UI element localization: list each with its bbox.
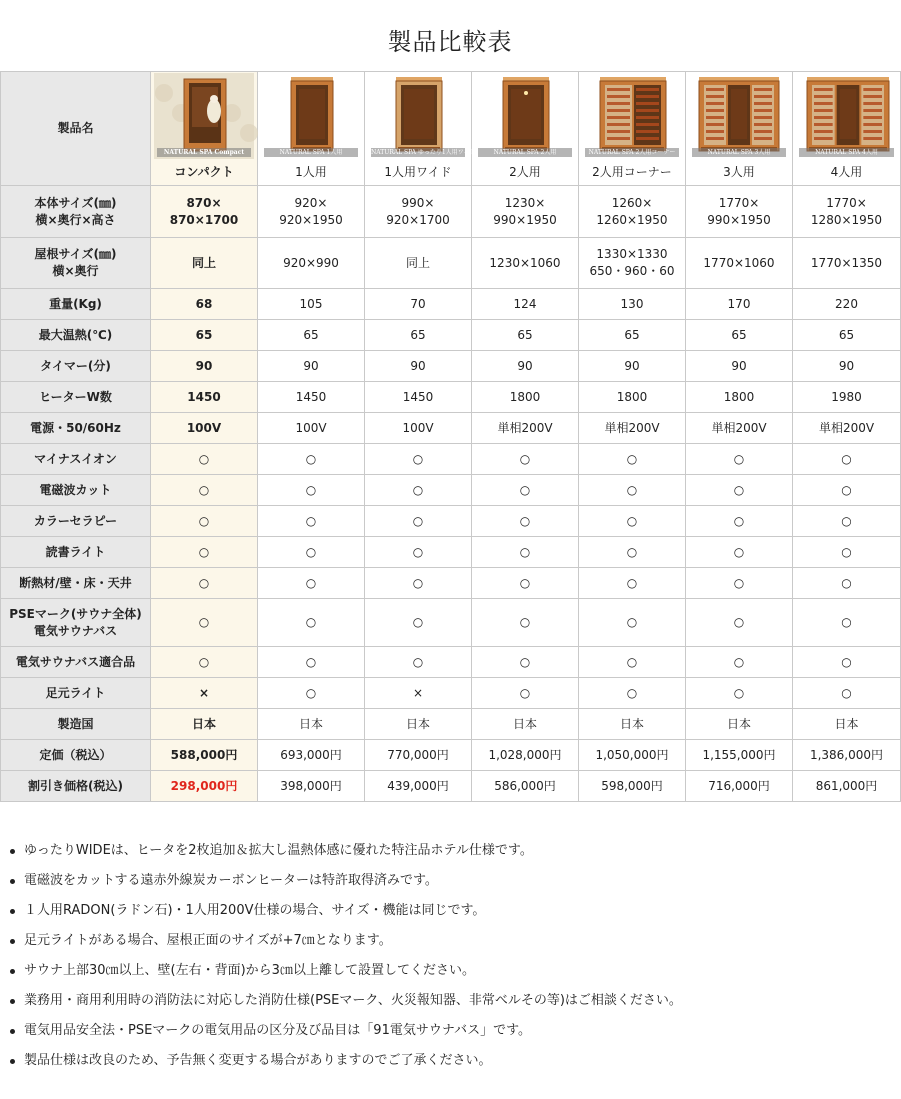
table-cell: 日本 <box>365 709 472 740</box>
row-label: 断熱材/壁・床・天井 <box>1 568 151 599</box>
table-cell: 100V <box>365 413 472 444</box>
table-cell: ○ <box>686 444 793 475</box>
table-cell: ○ <box>686 568 793 599</box>
table-cell: 1770× 1280×1950 <box>793 186 901 238</box>
table-row <box>1 599 901 647</box>
product-image <box>579 73 685 159</box>
table-cell: ○ <box>472 599 579 647</box>
table-row <box>1 289 901 320</box>
table-row <box>1 709 901 740</box>
notes-list <box>0 836 896 1076</box>
table-cell: 1800 <box>579 382 686 413</box>
table-cell: 1770× 990×1950 <box>686 186 793 238</box>
table-cell: 90 <box>151 351 258 382</box>
table-cell: 1450 <box>151 382 258 413</box>
product-name: 1人用ワイド <box>384 164 452 179</box>
table-cell: ○ <box>579 444 686 475</box>
table-cell: ○ <box>151 475 258 506</box>
table-row <box>1 72 901 186</box>
table-cell: ○ <box>579 647 686 678</box>
product-cell <box>258 72 365 186</box>
table-cell: 日本 <box>686 709 793 740</box>
row-label: 割引き価格(税込) <box>1 771 151 802</box>
table-cell: 1770×1060 <box>686 238 793 289</box>
product-caption: NATURAL SPA 4人用 <box>799 148 894 157</box>
table-cell: 298,000円 <box>151 771 258 802</box>
table-row <box>1 568 901 599</box>
table-cell: 870× 870×1700 <box>151 186 258 238</box>
table-cell: 1450 <box>365 382 472 413</box>
row-label: 製品名 <box>1 72 151 186</box>
table-cell: 単相200V <box>686 413 793 444</box>
table-cell: 1800 <box>472 382 579 413</box>
table-cell: 1,050,000円 <box>579 740 686 771</box>
table-cell: 170 <box>686 289 793 320</box>
product-cell <box>793 72 901 186</box>
table-cell: ○ <box>365 475 472 506</box>
table-cell: 70 <box>365 289 472 320</box>
table-cell: ○ <box>793 475 901 506</box>
note-item: 足元ライトがある場合、屋根正面のサイズが+7㎝となります。 <box>6 926 896 956</box>
table-cell: 693,000円 <box>258 740 365 771</box>
table-cell: 1260× 1260×1950 <box>579 186 686 238</box>
table-cell: ○ <box>579 568 686 599</box>
table-cell: 90 <box>686 351 793 382</box>
table-row <box>1 238 901 289</box>
table-cell: ○ <box>686 647 793 678</box>
table-cell: ○ <box>793 599 901 647</box>
product-name: 2人用コーナー <box>592 164 672 179</box>
table-row <box>1 771 901 802</box>
table-row <box>1 351 901 382</box>
table-cell: ○ <box>472 647 579 678</box>
table-cell: ○ <box>793 444 901 475</box>
table-row <box>1 413 901 444</box>
note-item: １人用RADON(ラドン石)・1人用200V仕様の場合、サイズ・機能は同じです。 <box>6 896 896 926</box>
table-cell: ○ <box>579 678 686 709</box>
product-caption: NATURAL SPA Compact <box>157 148 251 157</box>
table-cell: 124 <box>472 289 579 320</box>
table-cell: 65 <box>686 320 793 351</box>
table-cell: ○ <box>686 678 793 709</box>
table-cell: ○ <box>472 506 579 537</box>
table-cell: ○ <box>151 444 258 475</box>
table-cell: 100V <box>258 413 365 444</box>
table-cell: 220 <box>793 289 901 320</box>
table-cell: 日本 <box>151 709 258 740</box>
row-label: タイマー(分) <box>1 351 151 382</box>
table-cell: 90 <box>258 351 365 382</box>
table-cell: ○ <box>472 537 579 568</box>
table-cell: ○ <box>151 537 258 568</box>
row-label: 電源・50/60Hz <box>1 413 151 444</box>
table-cell: 同上 <box>151 238 258 289</box>
row-label: マイナスイオン <box>1 444 151 475</box>
table-cell: ○ <box>472 475 579 506</box>
note-item: サウナ上部30㎝以上、壁(左右・背面)から3㎝以上離して設置してください。 <box>6 956 896 986</box>
table-cell: 1,155,000円 <box>686 740 793 771</box>
table-cell: 90 <box>793 351 901 382</box>
table-cell: 100V <box>151 413 258 444</box>
table-cell: 105 <box>258 289 365 320</box>
table-cell: ○ <box>151 599 258 647</box>
product-caption: NATURAL SPA 1人用 <box>264 148 358 157</box>
comparison-table <box>0 71 901 802</box>
product-name: 4人用 <box>830 164 863 179</box>
note-item: 業務用・商用利用時の消防法に対応した消防仕様(PSEマーク、火災報知器、非常ベルその等)はご相談ください。 <box>6 986 896 1016</box>
table-cell: ○ <box>686 506 793 537</box>
table-cell: ○ <box>793 537 901 568</box>
table-cell: ○ <box>258 444 365 475</box>
product-cell <box>579 72 686 186</box>
table-cell: ○ <box>686 537 793 568</box>
table-cell: ○ <box>579 506 686 537</box>
table-row <box>1 537 901 568</box>
product-image <box>472 73 578 159</box>
product-caption: NATURAL SPA 2人用 <box>478 148 572 157</box>
note-item: 電磁波をカットする遠赤外線炭カーボンヒーターは特許取得済みです。 <box>6 866 896 896</box>
table-cell: 1800 <box>686 382 793 413</box>
table-cell: ○ <box>579 599 686 647</box>
table-cell: 130 <box>579 289 686 320</box>
product-caption: NATURAL SPA ゆったり1人用ワイド <box>371 148 476 156</box>
table-cell: ○ <box>258 678 365 709</box>
table-cell: ○ <box>686 475 793 506</box>
row-label: 読書ライト <box>1 537 151 568</box>
product-image <box>686 73 792 159</box>
table-cell: ○ <box>258 537 365 568</box>
table-cell: 単相200V <box>579 413 686 444</box>
table-cell: ○ <box>365 568 472 599</box>
table-cell: ○ <box>472 568 579 599</box>
row-label: 製造国 <box>1 709 151 740</box>
table-cell: ○ <box>258 568 365 599</box>
table-cell: ○ <box>793 568 901 599</box>
table-cell: 90 <box>472 351 579 382</box>
table-cell: ○ <box>365 647 472 678</box>
product-name: 2人用 <box>509 164 541 179</box>
row-label: PSEマーク(サウナ全体) 電気サウナバス <box>1 599 151 647</box>
product-image <box>365 73 476 159</box>
product-caption: NATURAL SPA 2人用コーナー <box>585 148 679 157</box>
table-cell: ○ <box>258 475 365 506</box>
table-cell: ○ <box>793 678 901 709</box>
table-cell: 920× 920×1950 <box>258 186 365 238</box>
table-row <box>1 320 901 351</box>
table-cell: 861,000円 <box>793 771 901 802</box>
table-cell: ○ <box>365 444 472 475</box>
table-cell: 65 <box>258 320 365 351</box>
note-item: 電気用品安全法・PSEマークの電気用品の区分及び品目は「91電気サウナバス」です。 <box>6 1016 896 1046</box>
row-label: 最大温熱(℃) <box>1 320 151 351</box>
table-cell: 1,028,000円 <box>472 740 579 771</box>
table-cell: 1330×1330 650・960・60 <box>579 238 686 289</box>
product-name: 1人用 <box>295 164 327 179</box>
product-cell <box>686 72 793 186</box>
table-cell: 1,386,000円 <box>793 740 901 771</box>
table-cell: ○ <box>365 599 472 647</box>
table-row <box>1 382 901 413</box>
table-row <box>1 444 901 475</box>
table-cell: 日本 <box>258 709 365 740</box>
table-cell: ○ <box>151 647 258 678</box>
product-image <box>258 73 364 159</box>
row-label: 定価（税込） <box>1 740 151 771</box>
table-row <box>1 475 901 506</box>
table-cell: ○ <box>151 506 258 537</box>
table-cell: ○ <box>258 599 365 647</box>
product-cell <box>365 72 476 186</box>
product-cell <box>472 72 579 186</box>
table-cell: ○ <box>258 647 365 678</box>
table-cell: × <box>365 678 472 709</box>
table-cell: 716,000円 <box>686 771 793 802</box>
row-label: 電気サウナバス適合品 <box>1 647 151 678</box>
table-cell: ○ <box>151 568 258 599</box>
table-cell: 1230×1060 <box>472 238 579 289</box>
table-cell: × <box>151 678 258 709</box>
table-cell: ○ <box>258 506 365 537</box>
table-cell: 68 <box>151 289 258 320</box>
table-row <box>1 647 901 678</box>
product-cell <box>151 72 258 186</box>
table-cell: 65 <box>472 320 579 351</box>
product-name: コンパクト <box>174 164 234 179</box>
table-cell: 1770×1350 <box>793 238 901 289</box>
table-cell: ○ <box>686 599 793 647</box>
page-title: 製品比較表 <box>387 28 513 56</box>
table-cell: 398,000円 <box>258 771 365 802</box>
product-image <box>793 73 900 159</box>
table-cell: 586,000円 <box>472 771 579 802</box>
table-row <box>1 740 901 771</box>
table-cell: ○ <box>365 537 472 568</box>
row-label: 足元ライト <box>1 678 151 709</box>
row-label: 屋根サイズ(㎜) 横×奥行 <box>1 238 151 289</box>
table-cell: ○ <box>365 506 472 537</box>
table-row <box>1 186 901 238</box>
table-cell: 1230× 990×1950 <box>472 186 579 238</box>
table-cell: 同上 <box>365 238 472 289</box>
table-cell: ○ <box>579 475 686 506</box>
table-cell: 65 <box>151 320 258 351</box>
row-label: 電磁波カット <box>1 475 151 506</box>
note-item: ゆったりWIDEは、ヒータを2枚追加＆拡大し温熱体感に優れた特注品ホテル仕様です。 <box>6 836 896 866</box>
product-name: 3人用 <box>723 164 755 179</box>
table-cell: ○ <box>793 506 901 537</box>
table-cell: 1450 <box>258 382 365 413</box>
table-cell: 日本 <box>472 709 579 740</box>
table-cell: 単相200V <box>793 413 901 444</box>
note-item: 製品仕様は改良のため、予告無く変更する場合がありますのでご了承ください。 <box>6 1046 896 1076</box>
table-cell: 990× 920×1700 <box>365 186 472 238</box>
table-cell: ○ <box>793 647 901 678</box>
table-cell: 65 <box>579 320 686 351</box>
table-cell: 598,000円 <box>579 771 686 802</box>
table-cell: 90 <box>365 351 472 382</box>
table-cell: 65 <box>793 320 901 351</box>
table-cell: 770,000円 <box>365 740 472 771</box>
table-cell: ○ <box>472 444 579 475</box>
table-cell: 単相200V <box>472 413 579 444</box>
table-cell: 1980 <box>793 382 901 413</box>
table-cell: ○ <box>579 537 686 568</box>
table-cell: 920×990 <box>258 238 365 289</box>
table-cell: 日本 <box>579 709 686 740</box>
table-cell: 439,000円 <box>365 771 472 802</box>
table-cell: 90 <box>579 351 686 382</box>
table-cell: 588,000円 <box>151 740 258 771</box>
row-label: 重量(Kg) <box>1 289 151 320</box>
table-cell: 65 <box>365 320 472 351</box>
table-cell: ○ <box>472 678 579 709</box>
table-row <box>1 506 901 537</box>
row-label: 本体サイズ(㎜) 横×奥行×高さ <box>1 186 151 238</box>
table-cell: 日本 <box>793 709 901 740</box>
table-row <box>1 678 901 709</box>
row-label: ヒーターW数 <box>1 382 151 413</box>
product-caption: NATURAL SPA 3人用 <box>692 148 786 157</box>
product-image <box>151 73 257 159</box>
row-label: カラーセラピー <box>1 506 151 537</box>
